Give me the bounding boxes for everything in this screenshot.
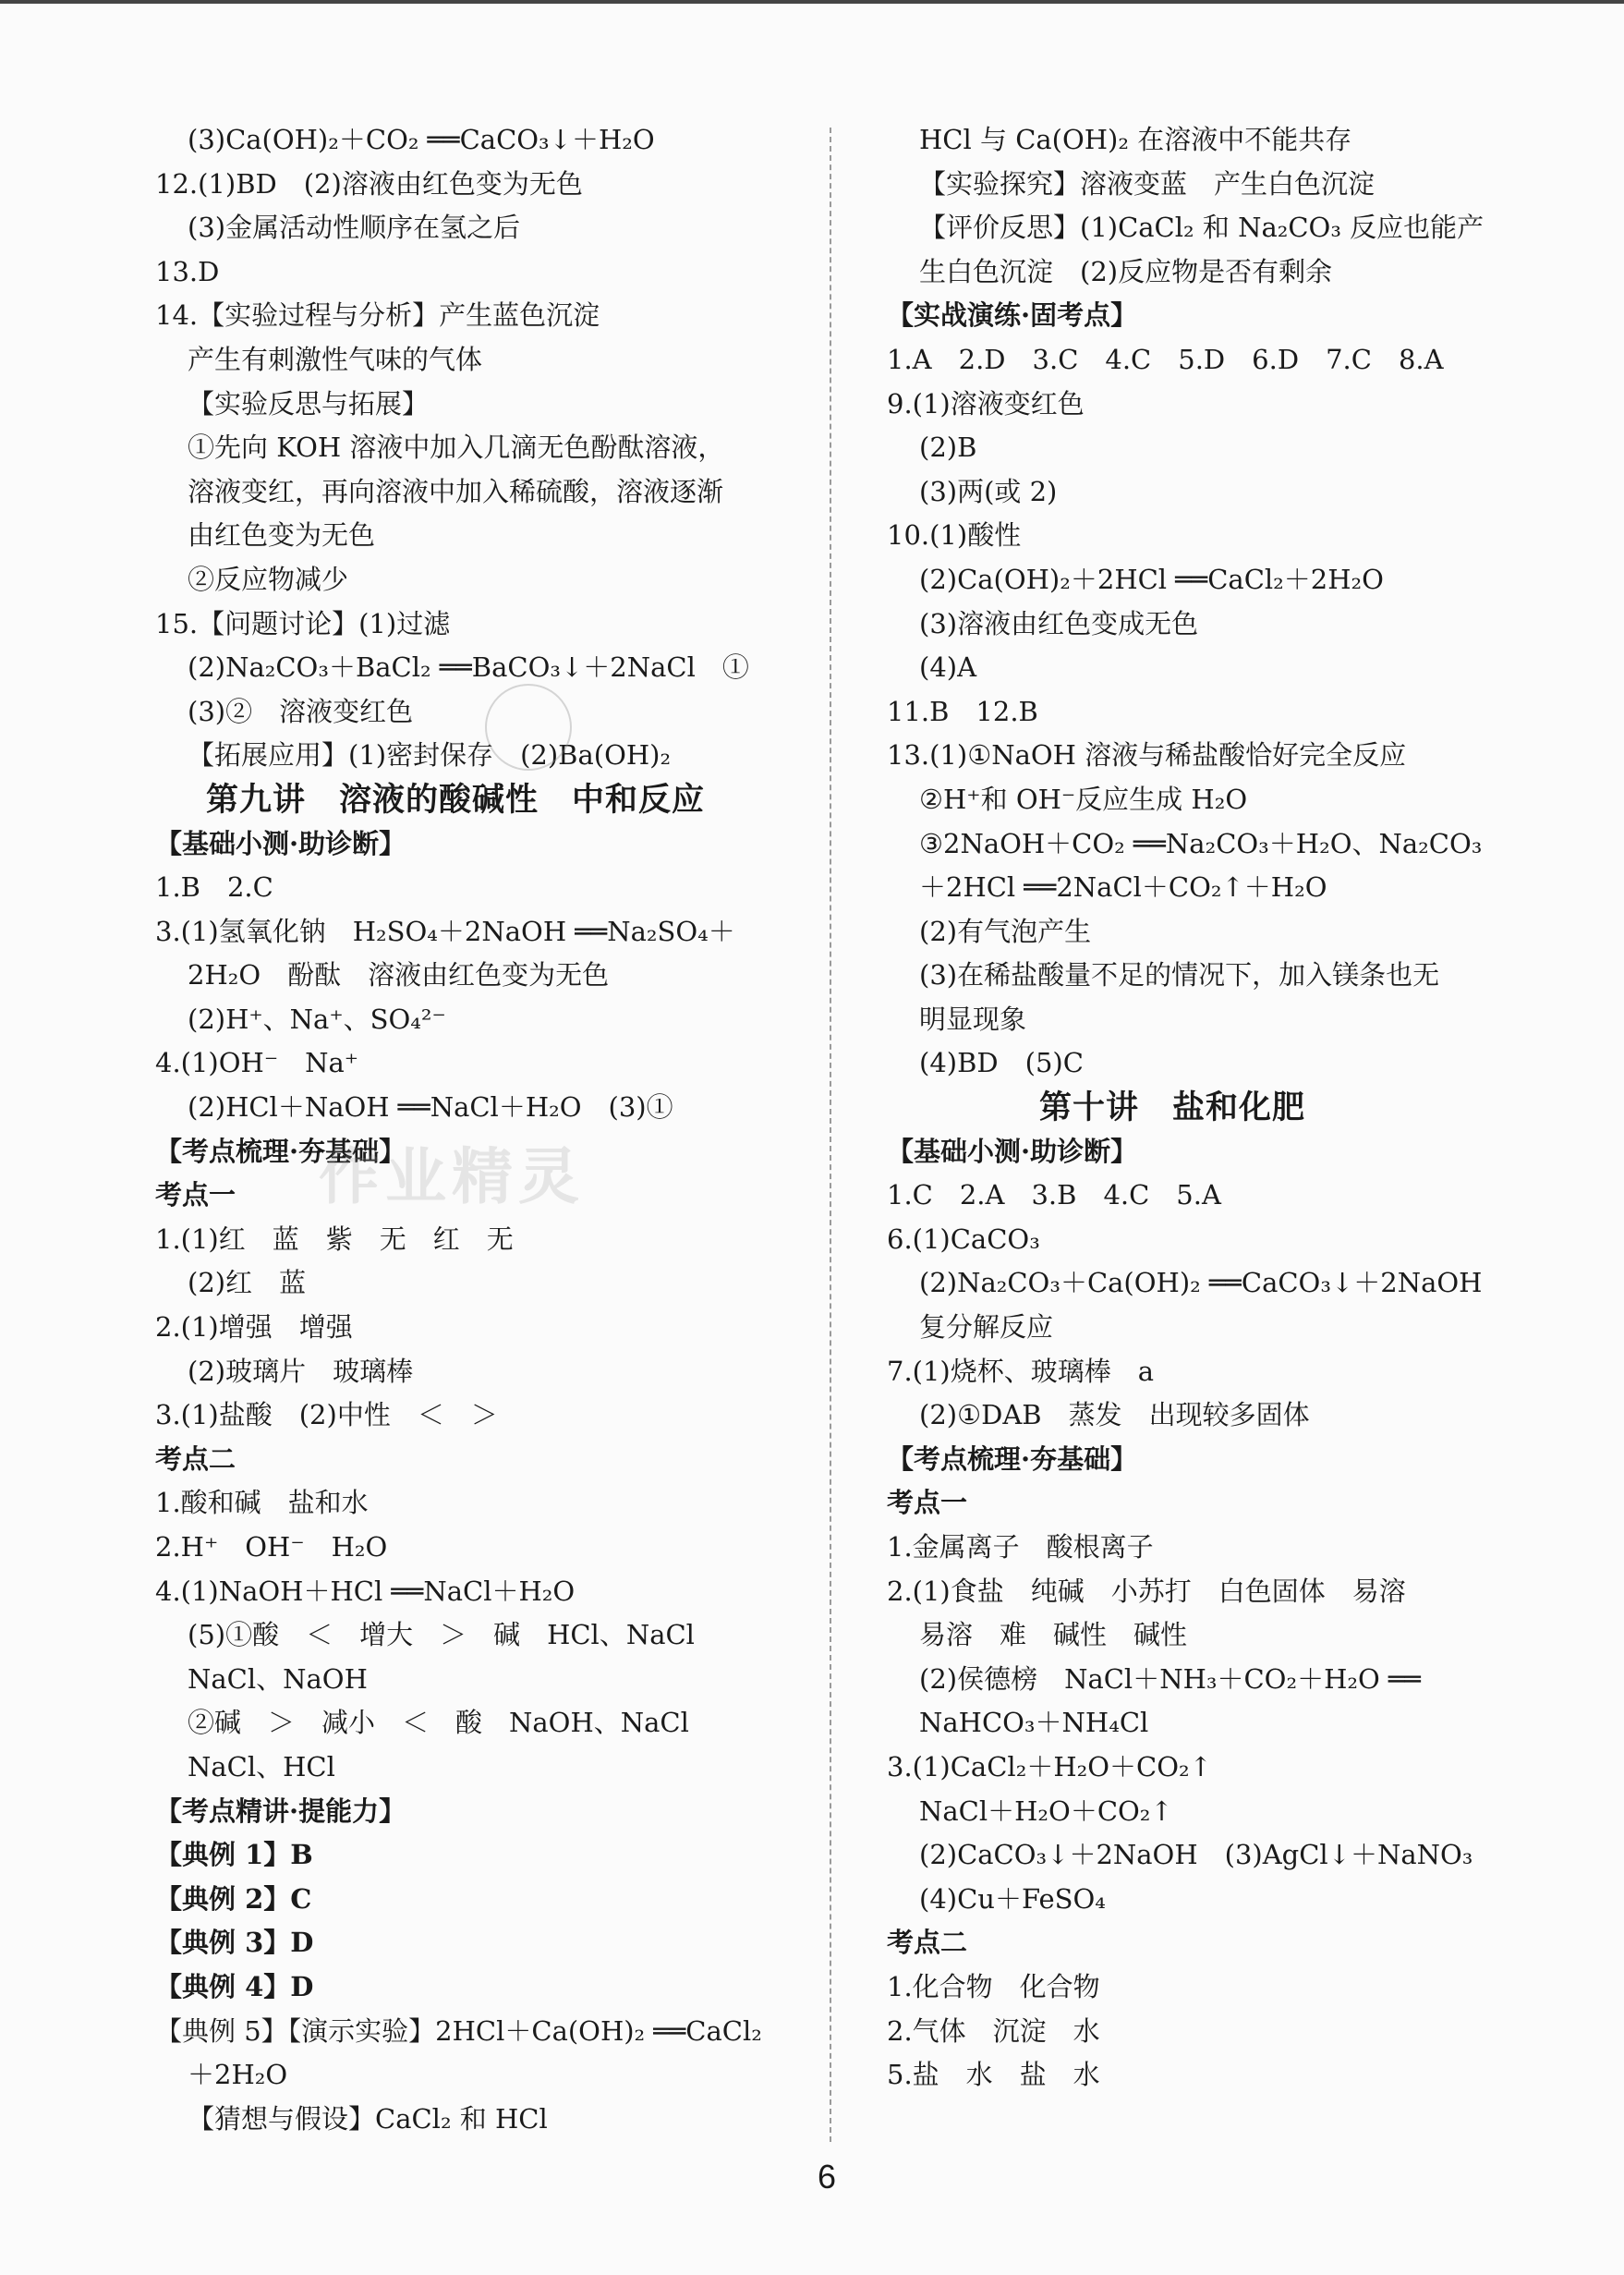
answer-line: (2)Na₂CO₃＋Ca(OH)₂ ══CaCO₃↓＋2NaOH bbox=[919, 1267, 1483, 1299]
answer-line: 4.(1)NaOH＋HCl ══NaCl＋H₂O bbox=[155, 1575, 576, 1607]
section-heading: 【基础小测·助诊断】 bbox=[887, 1135, 1138, 1167]
section-heading: 【考点梳理·夯基础】 bbox=[155, 1135, 406, 1167]
answer-line: 由红色变为无色 bbox=[188, 519, 376, 552]
answer-line: (2)有气泡产生 bbox=[919, 915, 1092, 947]
answer-line: 【实验探究】溶液变蓝 产生白色沉淀 bbox=[919, 167, 1376, 200]
section-heading: 考点一 bbox=[887, 1487, 968, 1519]
answer-line: 11.B 12.B bbox=[887, 695, 1038, 727]
answer-line: 溶液变红，再向溶液中加入稀硫酸，溶液逐渐 bbox=[188, 475, 724, 507]
answer-line: 13.D bbox=[155, 255, 220, 287]
answer-line: 2H₂O 酚酞 溶液由红色变为无色 bbox=[188, 959, 610, 992]
answer-line: ＋2H₂O bbox=[188, 2059, 288, 2091]
lecture-title: 第九讲 溶液的酸碱性 中和反应 bbox=[206, 780, 706, 819]
answer-line: 1.B 2.C bbox=[155, 871, 273, 904]
answer-line: (4)Cu＋FeSO₄ bbox=[919, 1882, 1106, 1915]
answer-line: (2)B bbox=[919, 432, 977, 464]
section-heading: 【典例 4】D bbox=[155, 1970, 314, 2002]
answer-line: 2.(1)食盐 纯碱 小苏打 白色固体 易溶 bbox=[887, 1575, 1406, 1607]
answer-line: 14.【实验过程与分析】产生蓝色沉淀 bbox=[155, 299, 600, 332]
section-heading: 【基础小测·助诊断】 bbox=[155, 827, 406, 859]
answer-line: 1.化合物 化合物 bbox=[887, 1970, 1100, 2002]
right-column bbox=[887, 118, 1520, 2098]
answer-line: (2)Na₂CO₃＋BaCl₂ ══BaCO₃↓＋2NaCl ① bbox=[188, 651, 749, 684]
answer-line: NaCl＋H₂O＋CO₂↑ bbox=[919, 1794, 1173, 1827]
answer-line: 1.C 2.A 3.B 4.C 5.A bbox=[887, 1179, 1221, 1211]
answer-line: (4)BD (5)C bbox=[919, 1047, 1084, 1079]
answer-line: NaCl、NaOH bbox=[188, 1662, 368, 1695]
answer-line: (4)A bbox=[919, 651, 977, 684]
lecture-title: 第十讲 盐和化肥 bbox=[1039, 1089, 1306, 1127]
answer-line: (2)HCl＋NaOH ══NaCl＋H₂O (3)① bbox=[188, 1091, 673, 1124]
answer-line: 2.气体 沉淀 水 bbox=[887, 2014, 1100, 2047]
answer-line: 3.(1)CaCl₂＋H₂O＋CO₂↑ bbox=[887, 1750, 1212, 1782]
top-border bbox=[0, 0, 1624, 4]
answer-line: (3)两(或 2) bbox=[919, 475, 1058, 507]
answer-line: 【拓展应用】(1)密封保存 (2)Ba(OH)₂ bbox=[188, 739, 672, 772]
answer-line: 1.金属离子 酸根离子 bbox=[887, 1531, 1154, 1563]
answer-line: (2)侯德榜 NaCl＋NH₃＋CO₂＋H₂O ══ bbox=[919, 1662, 1421, 1695]
answer-line: ＋2HCl ══2NaCl＋CO₂↑＋H₂O bbox=[919, 871, 1327, 904]
answer-line: 【评价反思】(1)CaCl₂ 和 Na₂CO₃ 反应也能产 bbox=[919, 212, 1485, 244]
answer-line: (3)在稀盐酸量不足的情况下，加入镁条也无 bbox=[919, 959, 1440, 992]
answer-line: (2)红 蓝 bbox=[188, 1267, 307, 1299]
answer-line: 13.(1)①NaOH 溶液与稀盐酸恰好完全反应 bbox=[887, 739, 1407, 772]
answer-line: 6.(1)CaCO₃ bbox=[887, 1223, 1040, 1255]
answer-line: (2)H⁺、Na⁺、SO₄²⁻ bbox=[188, 1003, 446, 1035]
column-divider bbox=[830, 128, 831, 2142]
answer-line: ②反应物减少 bbox=[188, 563, 349, 595]
section-heading: 【典例 2】C bbox=[155, 1882, 312, 1915]
answer-line: HCl 与 Ca(OH)₂ 在溶液中不能共存 bbox=[919, 124, 1352, 155]
answer-line: 12.(1)BD (2)溶液由红色变为无色 bbox=[155, 167, 583, 200]
section-heading: 考点二 bbox=[155, 1442, 236, 1475]
answer-line: 【实验反思与拓展】 bbox=[188, 387, 430, 420]
answer-line: ②H⁺和 OH⁻反应生成 H₂O bbox=[919, 783, 1248, 815]
section-heading: 【实战演练·固考点】 bbox=[887, 299, 1138, 332]
answer-line: (3)Ca(OH)₂＋CO₂ ══CaCO₃↓＋H₂O bbox=[188, 124, 655, 155]
answer-line: 复分解反应 bbox=[919, 1311, 1054, 1344]
answer-line: 【典例 5】【演示实验】2HCl＋Ca(OH)₂ ══CaCl₂ bbox=[155, 2014, 762, 2047]
answer-line: 生白色沉淀 (2)反应物是否有剩余 bbox=[919, 255, 1333, 287]
answer-line: ③2NaOH＋CO₂ ══Na₂CO₃＋H₂O、Na₂CO₃ bbox=[919, 827, 1483, 859]
section-heading: 考点一 bbox=[155, 1179, 236, 1211]
answer-line: (3)金属活动性顺序在氢之后 bbox=[188, 212, 521, 244]
answer-line: NaCl、HCl bbox=[188, 1750, 335, 1782]
watermark-text: 作业精灵 bbox=[319, 1141, 585, 1212]
section-heading: 【典例 1】B bbox=[155, 1839, 313, 1871]
answer-line: 15.【问题讨论】(1)过滤 bbox=[155, 607, 451, 639]
answer-line: (3)② 溶液变红色 bbox=[188, 695, 414, 727]
answer-line: 产生有刺激性气味的气体 bbox=[188, 343, 483, 375]
answer-line: 明显现象 bbox=[919, 1003, 1027, 1035]
page-number: 6 bbox=[817, 2158, 837, 2196]
section-heading: 【典例 3】D bbox=[155, 1927, 314, 1959]
section-heading: 【考点梳理·夯基础】 bbox=[887, 1442, 1138, 1475]
answer-line: 1.(1)红 蓝 紫 无 红 无 bbox=[155, 1223, 514, 1255]
answer-line: (2)CaCO₃↓＋2NaOH (3)AgCl↓＋NaNO₃ bbox=[919, 1839, 1473, 1871]
answer-line: (2)Ca(OH)₂＋2HCl ══CaCl₂＋2H₂O bbox=[919, 563, 1384, 595]
answer-line: (2)①DAB 蒸发 出现较多固体 bbox=[919, 1399, 1310, 1431]
answer-line: (2)玻璃片 玻璃棒 bbox=[188, 1355, 414, 1387]
answer-line: 2.(1)增强 增强 bbox=[155, 1311, 353, 1344]
answer-line: NaHCO₃＋NH₄Cl bbox=[919, 1707, 1149, 1739]
answer-line: 1.酸和碱 盐和水 bbox=[155, 1487, 369, 1519]
answer-line: 5.盐 水 盐 水 bbox=[887, 2059, 1100, 2091]
answer-line: 易溶 难 碱性 碱性 bbox=[919, 1619, 1188, 1651]
answer-line: 9.(1)溶液变红色 bbox=[887, 387, 1085, 420]
section-heading: 考点二 bbox=[887, 1927, 968, 1959]
answer-line: 10.(1)酸性 bbox=[887, 519, 1022, 552]
answer-line: (5)①酸 ＜ 增大 ＞ 碱 HCl、NaCl bbox=[188, 1619, 695, 1651]
answer-line: 3.(1)盐酸 (2)中性 ＜ ＞ bbox=[155, 1399, 498, 1431]
answer-line: 3.(1)氢氧化钠 H₂SO₄＋2NaOH ══Na₂SO₄＋ bbox=[155, 915, 735, 947]
answer-line: 4.(1)OH⁻ Na⁺ bbox=[155, 1047, 359, 1079]
answer-line: ②碱 ＞ 减小 ＜ 酸 NaOH、NaCl bbox=[188, 1707, 689, 1739]
answer-line: 2.H⁺ OH⁻ H₂O bbox=[155, 1531, 388, 1563]
answer-line: 【猜想与假设】CaCl₂ 和 HCl bbox=[188, 2102, 548, 2135]
answer-line: 7.(1)烧杯、玻璃棒 a bbox=[887, 1355, 1155, 1387]
answer-line: (3)溶液由红色变成无色 bbox=[919, 607, 1199, 639]
section-heading: 【考点精讲·提能力】 bbox=[155, 1794, 406, 1827]
answer-line: ①先向 KOH 溶液中加入几滴无色酚酞溶液， bbox=[188, 432, 725, 464]
answer-line: 1.A 2.D 3.C 4.C 5.D 6.D 7.C 8.A bbox=[887, 343, 1444, 375]
watermark-stamp bbox=[485, 684, 572, 771]
